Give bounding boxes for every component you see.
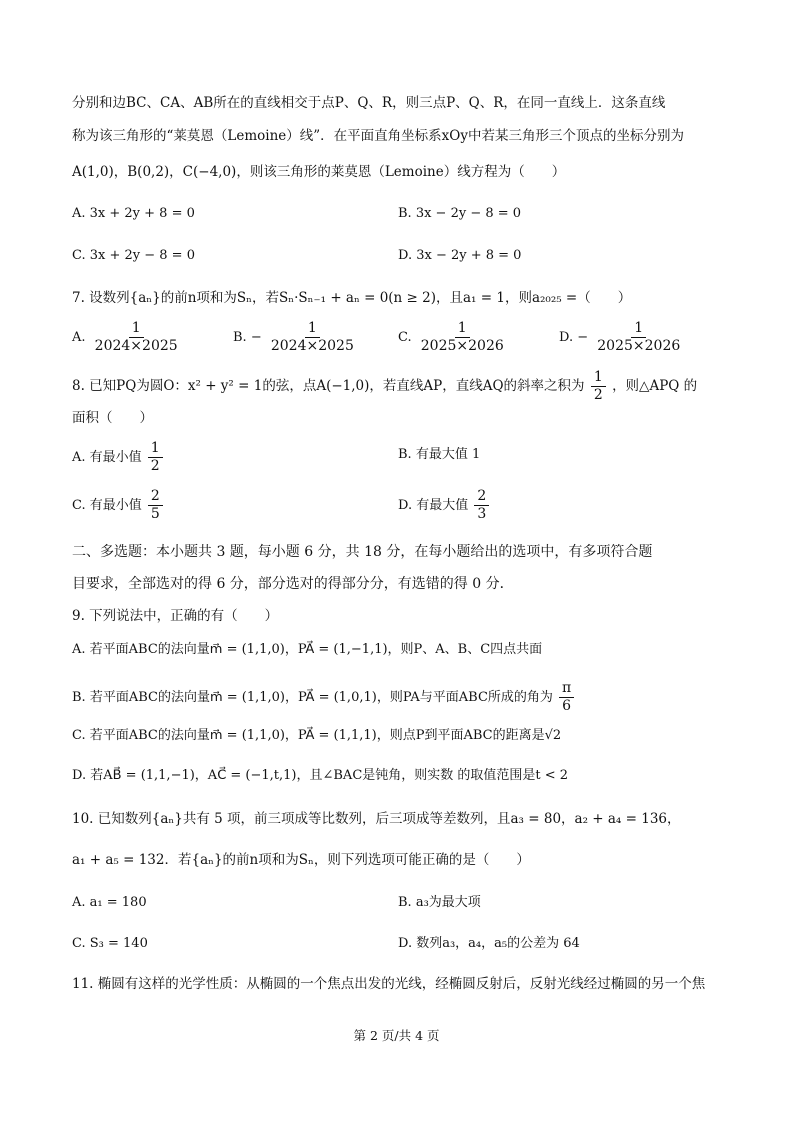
q7-stem: 7. 设数列{aₙ}的前n项和为Sₙ，若Sₙ·Sₙ₋₁ + aₙ = 0(n ≥ 2)，且a₁ = 1，则a₂₀₂₅ =（ ） [72, 290, 632, 306]
section-heading-line2: 目要求，全部选对的得 6 分，部分选对的得部分分，有选错的得 0 分． [72, 576, 514, 592]
numerator: 2 [148, 488, 163, 506]
numerator: 2 [474, 488, 489, 506]
q7-option-d[interactable] [559, 320, 685, 355]
fraction [594, 320, 683, 355]
q9-option-a[interactable]: A. 若平面ABC的法向量m⃗ = (1,1,0)，PA⃗ = (1,−1,1)，则P、A、B、C四点共面 [72, 642, 543, 657]
q7-option-c[interactable] [398, 320, 509, 355]
denominator: 2024×2025 [94, 338, 178, 354]
q8-option-b[interactable]: B. 有最大值 1 [398, 447, 481, 462]
q7-option-b[interactable] [233, 320, 359, 355]
q10-stem-line1: 10. 已知数列{aₙ}共有 5 项，前三项成等比数列，后三项成等差数列，且a₃ = 80，a₂ + a₄ = 136， [72, 811, 681, 827]
q10-option-b[interactable]: B. a₃为最大项 [398, 895, 481, 910]
numerator: 1 [305, 320, 320, 338]
section-heading-line1: 二、多选题：本小题共 3 题，每小题 6 分，共 18 分，在每小题给出的选项中，有多项符合题 [72, 544, 653, 560]
fraction [591, 369, 606, 404]
q8-stem-line2: 面积（ ） [72, 410, 153, 426]
numerator: π [559, 680, 574, 698]
fraction [418, 320, 507, 355]
denominator: 5 [150, 506, 160, 522]
q8-stem-line1 [72, 369, 733, 404]
fraction [268, 320, 357, 355]
q8-stem-text: 8. 已知PQ为圆O：x² + y² = 1的弦，点A(−1,0)，若直线AP，直线AQ的斜率之积为 [72, 378, 585, 394]
q10-option-d[interactable]: D. 数列a₃，a₄，a₅的公差为 64 [398, 936, 580, 951]
option-label: B. 若平面ABC的法向量m⃗ = (1,1,0)，PA⃗ = (1,0,1)，则PA与平面ABC所成的角为 [72, 690, 553, 705]
q6-option-c[interactable]: C. 3x + 2y − 8 = 0 [72, 248, 195, 263]
numerator: 1 [455, 320, 470, 338]
q8-option-a[interactable] [72, 440, 165, 475]
q6-option-a[interactable]: A. 3x + 2y + 8 = 0 [72, 206, 195, 221]
q6-option-b[interactable]: B. 3x − 2y − 8 = 0 [398, 206, 522, 221]
q9-option-d[interactable]: D. 若AB⃗ = (1,1,−1)，AC⃗ = (−1,t,1)，且∠BAC是钝角，则实数 的取值范围是t < 2 [72, 768, 569, 783]
option-label: C. [398, 330, 412, 345]
q9-option-b[interactable] [72, 680, 576, 715]
q6-stem-line1: 分别和边BC、CA、AB所在的直线相交于点P、Q、R，则三点P、Q、R，在同一直线上．这条直线 [72, 95, 666, 111]
option-label: D. 有最大值 [398, 498, 469, 513]
q10-option-a[interactable]: A. a₁ = 180 [72, 895, 147, 910]
denominator: 2024×2025 [270, 338, 354, 354]
numerator: 1 [129, 320, 144, 338]
page-number-footer: 第 2 页/共 4 页 [353, 1028, 440, 1043]
denominator: 6 [562, 698, 572, 714]
numerator: 1 [148, 440, 163, 458]
denominator: 2 [593, 387, 603, 403]
fraction [559, 680, 574, 715]
fraction [474, 488, 489, 523]
option-label: A. 有最小值 [72, 450, 142, 465]
q10-stem-line2: a₁ + a₅ = 132．若{aₙ}的前n项和为Sₙ，则下列选项可能正确的是（ ） [72, 852, 530, 868]
q9-option-c[interactable]: C. 若平面ABC的法向量m⃗ = (1,1,0)，PA⃗ = (1,1,1)，则点P到平面ABC的距离是√2 [72, 728, 562, 743]
denominator: 2 [150, 458, 160, 474]
option-label: B. − [233, 330, 262, 345]
fraction [148, 440, 163, 475]
q7-option-a[interactable] [72, 320, 183, 355]
numerator: 1 [631, 320, 646, 338]
q10-option-c[interactable]: C. S₃ = 140 [72, 936, 148, 951]
option-label: C. 有最小值 [72, 498, 142, 513]
q6-stem-line2: 称为该三角形的“莱莫恩（Lemoine）线”．在平面直角坐标系xOy中若某三角形三个顶点的坐标分别为 [72, 128, 684, 144]
option-label: D. − [559, 330, 589, 345]
q8-stem-tail: ，则△APQ 的 [612, 378, 698, 394]
option-label: A. [72, 330, 86, 345]
q6-stem-line3: A(1,0)，B(0,2)，C(−4,0)，则该三角形的莱莫恩（Lemoine）线方程为（ ） [72, 164, 566, 180]
denominator: 2025×2026 [420, 338, 504, 354]
q11-stem: 11. 椭圆有这样的光学性质：从椭圆的一个焦点出发的光线，经椭圆反射后，反射光线经过椭圆的另一个焦 [72, 976, 706, 992]
fraction [92, 320, 181, 355]
q9-stem: 9. 下列说法中，正确的有（ ） [72, 608, 279, 624]
denominator: 3 [477, 506, 487, 522]
q8-option-c[interactable] [72, 488, 165, 523]
numerator: 1 [591, 369, 606, 387]
fraction [148, 488, 163, 523]
q8-option-d[interactable] [398, 488, 491, 523]
denominator: 2025×2026 [597, 338, 681, 354]
q6-option-d[interactable]: D. 3x − 2y + 8 = 0 [398, 248, 522, 263]
